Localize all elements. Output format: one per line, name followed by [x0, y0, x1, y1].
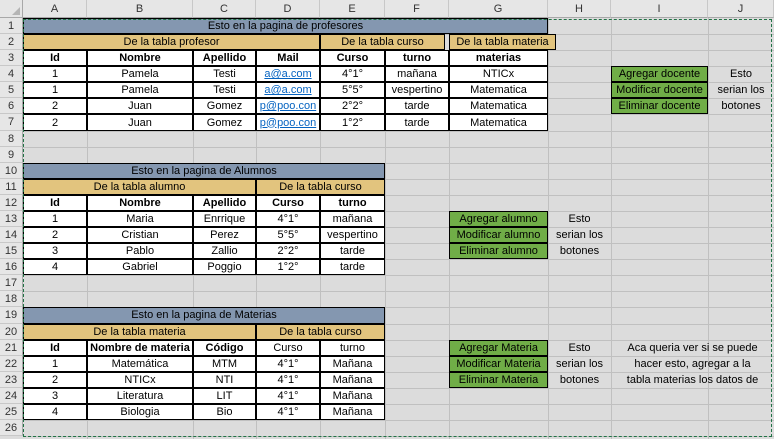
row-header-21[interactable]: 21 [0, 340, 23, 356]
group-header-profesor[interactable]: De la tabla profesor [23, 34, 320, 50]
table-header[interactable]: Apellido [193, 50, 256, 66]
note-text[interactable]: Esto [729, 68, 752, 81]
row-header-18[interactable]: 18 [0, 291, 23, 307]
table-cell[interactable]: tarde [320, 243, 385, 259]
table-cell[interactable]: 4°1° [256, 211, 320, 227]
table-cell[interactable]: 5°5° [320, 82, 385, 98]
select-all-corner[interactable] [0, 0, 23, 18]
row-header-4[interactable]: 4 [0, 66, 23, 82]
table-cell[interactable]: vespertino [385, 82, 449, 98]
table-cell[interactable]: Juan [87, 114, 193, 130]
table-cell[interactable]: Zallio [193, 243, 256, 259]
table-cell[interactable]: 1 [23, 356, 87, 372]
table-header[interactable]: materias [449, 50, 548, 66]
gridline [23, 420, 774, 421]
table-header[interactable]: turno [320, 195, 385, 211]
gridline [23, 275, 774, 276]
gridline [23, 131, 774, 132]
table-header[interactable]: Código [193, 340, 256, 356]
row-header-20[interactable]: 20 [0, 324, 23, 340]
row-header-2[interactable]: 2 [0, 34, 23, 50]
row-header-5[interactable]: 5 [0, 82, 23, 98]
table-cell[interactable]: 1°2° [320, 114, 385, 130]
group-header-curso[interactable]: De la tabla curso [256, 324, 385, 340]
table-cell[interactable]: 2 [23, 98, 87, 114]
comment-text[interactable]: Aca queria ver si se puede [627, 341, 758, 354]
modify-docente-button[interactable]: Modificar docente [611, 82, 708, 98]
row-header-3[interactable]: 3 [0, 50, 23, 66]
table-cell[interactable]: Juan [87, 98, 193, 114]
table-cell[interactable]: 2°2° [256, 243, 320, 259]
column-header-A[interactable]: A [23, 0, 87, 18]
comment-text[interactable]: tabla materias los datos de [626, 373, 759, 386]
row-header-10[interactable]: 10 [0, 163, 23, 179]
row-header-19[interactable]: 19 [0, 307, 23, 323]
row-header-12[interactable]: 12 [0, 195, 23, 211]
row-header-6[interactable]: 6 [0, 98, 23, 114]
table-header[interactable]: Curso [256, 340, 320, 356]
table-cell[interactable]: Pamela [87, 66, 193, 82]
table-cell[interactable]: Pablo [87, 243, 193, 259]
table-header[interactable]: Id [23, 340, 87, 356]
table-cell[interactable]: 1 [23, 211, 87, 227]
table-header[interactable]: Curso [320, 50, 385, 66]
table-cell[interactable]: Mañana [320, 372, 385, 388]
table-cell[interactable]: 3 [23, 243, 87, 259]
column-header-I[interactable]: I [611, 0, 708, 18]
note-text[interactable]: serian los [555, 357, 604, 370]
table-cell[interactable]: Matemática [87, 356, 193, 372]
table-cell[interactable]: 4°1° [256, 372, 320, 388]
row-header-25[interactable]: 25 [0, 404, 23, 420]
table-cell[interactable]: 4 [23, 404, 87, 420]
add-docente-button[interactable]: Agregar docente [611, 66, 708, 82]
table-cell[interactable]: mañana [385, 66, 449, 82]
table-cell[interactable]: Enrrique [193, 211, 256, 227]
table-cell[interactable]: tarde [385, 114, 449, 130]
group-header-alumno[interactable]: De la tabla alumno [23, 179, 256, 195]
table-cell[interactable]: Poggio [193, 259, 256, 275]
section-title-materias[interactable]: Esto en la pagina de Materias [23, 307, 385, 323]
column-header-G[interactable]: G [449, 0, 548, 18]
row-header-26[interactable]: 26 [0, 420, 23, 436]
mail-link[interactable]: a@a.com [256, 66, 320, 82]
table-cell[interactable]: Mañana [320, 356, 385, 372]
table-cell[interactable]: Perez [193, 227, 256, 243]
table-header[interactable]: Mail [256, 50, 320, 66]
table-header[interactable]: Apellido [193, 195, 256, 211]
mail-link[interactable]: a@a.com [256, 82, 320, 98]
table-cell[interactable]: Bio [193, 404, 256, 420]
column-header-B[interactable]: B [87, 0, 193, 18]
table-cell[interactable]: 2°2° [320, 98, 385, 114]
comment-text[interactable]: hacer esto, agregar a la [634, 357, 751, 370]
note-text[interactable]: botones [559, 245, 600, 258]
table-cell[interactable]: Matematica [449, 114, 548, 130]
row-header-1[interactable]: 1 [0, 18, 23, 34]
row-header-24[interactable]: 24 [0, 388, 23, 404]
table-cell[interactable]: 1 [23, 82, 87, 98]
table-cell[interactable]: 1 [23, 66, 87, 82]
group-header-curso[interactable]: De la tabla curso [320, 34, 445, 50]
row-header-14[interactable]: 14 [0, 227, 23, 243]
mail-link[interactable]: p@poo.con [256, 114, 320, 130]
row-header-15[interactable]: 15 [0, 243, 23, 259]
table-cell[interactable]: 3 [23, 388, 87, 404]
table-header[interactable]: Id [23, 50, 87, 66]
note-text[interactable]: serian los [555, 229, 604, 242]
column-header-E[interactable]: E [320, 0, 385, 18]
note-text[interactable]: botones [721, 100, 761, 113]
section-title-alumnos[interactable]: Esto en la pagina de Alumnos [23, 163, 385, 179]
row-header-9[interactable]: 9 [0, 147, 23, 163]
table-header[interactable]: turno [320, 340, 385, 356]
table-cell[interactable]: 4°1° [256, 388, 320, 404]
delete-materia-button[interactable]: Eliminar Materia [449, 372, 548, 388]
table-cell[interactable]: Maria [87, 211, 193, 227]
table-cell[interactable]: Gomez [193, 114, 256, 130]
table-header[interactable]: Nombre [87, 50, 193, 66]
table-cell[interactable]: NTICx [87, 372, 193, 388]
modify-materia-button[interactable]: Modificar Materia [449, 356, 548, 372]
note-text[interactable]: botones [559, 373, 600, 386]
add-alumno-button[interactable]: Agregar alumno [449, 211, 548, 227]
delete-alumno-button[interactable]: Eliminar alumno [449, 243, 548, 259]
table-header[interactable]: turno [385, 50, 449, 66]
row-header-23[interactable]: 23 [0, 372, 23, 388]
table-cell[interactable]: Mañana [320, 388, 385, 404]
table-cell[interactable]: Testi [193, 66, 256, 82]
table-cell[interactable]: 4°1° [256, 404, 320, 420]
table-header[interactable]: Curso [256, 195, 320, 211]
table-cell[interactable]: LIT [193, 388, 256, 404]
table-cell[interactable]: 4 [23, 259, 87, 275]
row-header-13[interactable]: 13 [0, 211, 23, 227]
table-cell[interactable]: Matematica [449, 98, 548, 114]
column-header-C[interactable]: C [193, 0, 256, 18]
gridline [23, 291, 774, 292]
table-cell[interactable]: NTI [193, 372, 256, 388]
note-text[interactable]: Esto [568, 212, 591, 225]
table-cell[interactable]: Literatura [87, 388, 193, 404]
mail-link[interactable]: p@poo.con [256, 98, 320, 114]
note-text[interactable]: serian los [717, 84, 765, 97]
table-cell[interactable]: 5°5° [256, 227, 320, 243]
table-header[interactable]: Nombre de materia [87, 340, 193, 356]
row-header-17[interactable]: 17 [0, 275, 23, 291]
add-materia-button[interactable]: Agregar Materia [449, 340, 548, 356]
table-cell[interactable]: mañana [320, 211, 385, 227]
row-header-16[interactable]: 16 [0, 259, 23, 275]
table-cell[interactable]: 1°2° [256, 259, 320, 275]
table-header[interactable]: Id [23, 195, 87, 211]
column-header-F[interactable]: F [385, 0, 449, 18]
gridline [23, 147, 774, 148]
table-cell[interactable]: tarde [385, 98, 449, 114]
table-cell[interactable]: Biologia [87, 404, 193, 420]
table-cell[interactable]: Matematica [449, 82, 548, 98]
table-cell[interactable]: 2 [23, 114, 87, 130]
table-header[interactable]: Nombre [87, 195, 193, 211]
table-cell[interactable]: 4°1° [320, 66, 385, 82]
group-header-materia[interactable]: De la tabla materia [23, 324, 256, 340]
table-cell[interactable]: Pamela [87, 82, 193, 98]
table-cell[interactable]: 4°1° [256, 356, 320, 372]
gridline [23, 436, 774, 437]
section-title-profesores[interactable]: Esto en la pagina de profesores [23, 18, 548, 34]
table-cell[interactable]: 2 [23, 372, 87, 388]
table-cell[interactable]: Gabriel [87, 259, 193, 275]
table-cell[interactable]: Mañana [320, 404, 385, 420]
table-cell[interactable]: 2 [23, 227, 87, 243]
table-cell[interactable]: Testi [193, 82, 256, 98]
column-header-H[interactable]: H [548, 0, 611, 18]
row-header-8[interactable]: 8 [0, 131, 23, 147]
group-header-curso[interactable]: De la tabla curso [256, 179, 385, 195]
note-text[interactable]: Esto [568, 341, 591, 354]
table-cell[interactable]: NTICx [449, 66, 548, 82]
table-cell[interactable]: Cristian [87, 227, 193, 243]
table-cell[interactable]: MTM [193, 356, 256, 372]
column-header-D[interactable]: D [256, 0, 320, 18]
table-cell[interactable]: vespertino [320, 227, 385, 243]
row-header-7[interactable]: 7 [0, 114, 23, 130]
row-header-22[interactable]: 22 [0, 356, 23, 372]
table-cell[interactable]: tarde [320, 259, 385, 275]
row-header-11[interactable]: 11 [0, 179, 23, 195]
modify-alumno-button[interactable]: Modificar alumno [449, 227, 548, 243]
group-header-materia[interactable]: De la tabla materia [449, 34, 556, 50]
table-cell[interactable]: Gomez [193, 98, 256, 114]
column-header-J[interactable]: J [708, 0, 774, 18]
delete-docente-button[interactable]: Eliminar docente [611, 98, 708, 114]
